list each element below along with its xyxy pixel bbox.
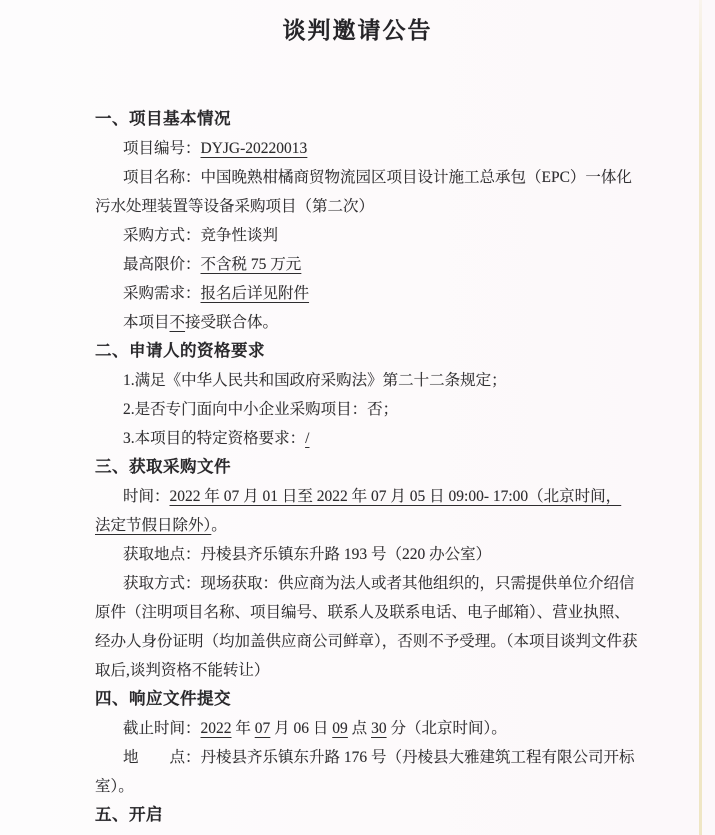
- text-segment: 分（北京时间）。: [386, 720, 507, 737]
- text-line: [95, 134, 660, 163]
- section-heading: 一、项目基本情况: [95, 110, 231, 128]
- text-line: [95, 540, 660, 569]
- text-segment: 年: [231, 720, 255, 737]
- text-segment: 污水处理装置等设备采购项目（第二次）: [95, 198, 375, 215]
- text-line: [95, 163, 660, 192]
- text-segment: 接受联合体。: [185, 314, 279, 331]
- text-line: [95, 250, 660, 279]
- text-line: [95, 714, 660, 743]
- section-heading: 五、开启: [95, 806, 163, 824]
- text-segment: 07: [254, 720, 271, 737]
- text-segment: 最高限价：: [123, 256, 201, 273]
- text-segment: 采购需求：: [123, 285, 201, 302]
- text-segment: 项目名称：中国晚熟柑橘商贸物流园区项目设计施工总承包（EPC）一体化: [123, 169, 632, 186]
- text-segment: DYJG-20220013: [200, 140, 308, 157]
- text-segment: 获取方式：现场获取：供应商为法人或者其他组织的，只需提供单位介绍信: [123, 575, 635, 592]
- text-segment: 地 点：丹棱县齐乐镇东升路 176 号（丹棱县大雅建筑工程有限公司开标: [123, 749, 635, 766]
- text-segment: 点: [347, 720, 372, 737]
- text-line: [95, 395, 660, 424]
- text-line: [95, 627, 660, 656]
- text-segment: 2022 年 07 月 01 日至 2022 年 07 月 05 日 09:00- 17:00（北京时间，: [169, 488, 622, 505]
- text-segment: 经办人身份证明（均加盖供应商公司鲜章），否则不予受理。（本项目谈判文件获: [95, 633, 638, 650]
- text-segment: 截止时间：: [123, 720, 201, 737]
- text-line: [95, 482, 660, 511]
- text-segment: 时间：: [123, 488, 170, 505]
- text-line: [95, 366, 660, 395]
- text-line: [95, 192, 660, 221]
- text-segment: 不含税 75 万元: [200, 256, 302, 273]
- section-heading: 四、响应文件提交: [95, 690, 231, 708]
- text-segment: 09: [332, 720, 348, 737]
- text-segment: 30: [371, 720, 387, 737]
- text-segment: 2022: [200, 720, 232, 737]
- text-line: [95, 424, 660, 453]
- scan-edge-line: [699, 0, 702, 835]
- text-line: [95, 279, 660, 308]
- text-segment: 月 06 日: [270, 720, 333, 737]
- text-segment: 原件（注明项目名称、项目编号、联系人及联系电话、电子邮箱）、营业执照、: [95, 604, 630, 621]
- document-body: [95, 105, 660, 830]
- text-segment: 2.是否专门面向中小企业采购项目：否；: [123, 401, 399, 418]
- text-line: [95, 772, 660, 801]
- text-segment: 不: [169, 314, 186, 331]
- text-segment: 本项目: [123, 314, 170, 331]
- text-segment: 3.本项目的特定资格要求：: [123, 430, 306, 447]
- document-title: 谈判邀请公告: [282, 18, 433, 43]
- text-line: [95, 598, 660, 627]
- text-line: [95, 221, 660, 250]
- text-segment: /: [305, 430, 310, 447]
- text-segment: 获取地点：丹棱县齐乐镇东升路 193 号（220 办公室）: [123, 546, 492, 563]
- text-segment: 取后,谈判资格不能转让）: [95, 662, 270, 679]
- text-line: [95, 511, 660, 540]
- text-line: [95, 308, 660, 337]
- section-heading: 三、获取采购文件: [95, 458, 231, 476]
- text-segment: 项目编号：: [123, 140, 201, 157]
- text-line: [95, 569, 660, 598]
- text-segment: 采购方式：竞争性谈判: [123, 227, 279, 244]
- text-segment: 法定节假日除外）: [95, 517, 212, 534]
- text-segment: 。: [211, 517, 227, 534]
- text-line: [95, 743, 660, 772]
- text-segment: 室）。: [95, 778, 134, 795]
- text-segment: 1.满足《中华人民共和国政府采购法》第二十二条规定；: [123, 372, 507, 389]
- text-line: [95, 656, 660, 685]
- text-segment: 报名后详见附件: [200, 285, 310, 302]
- section-heading: 二、申请人的资格要求: [95, 342, 265, 360]
